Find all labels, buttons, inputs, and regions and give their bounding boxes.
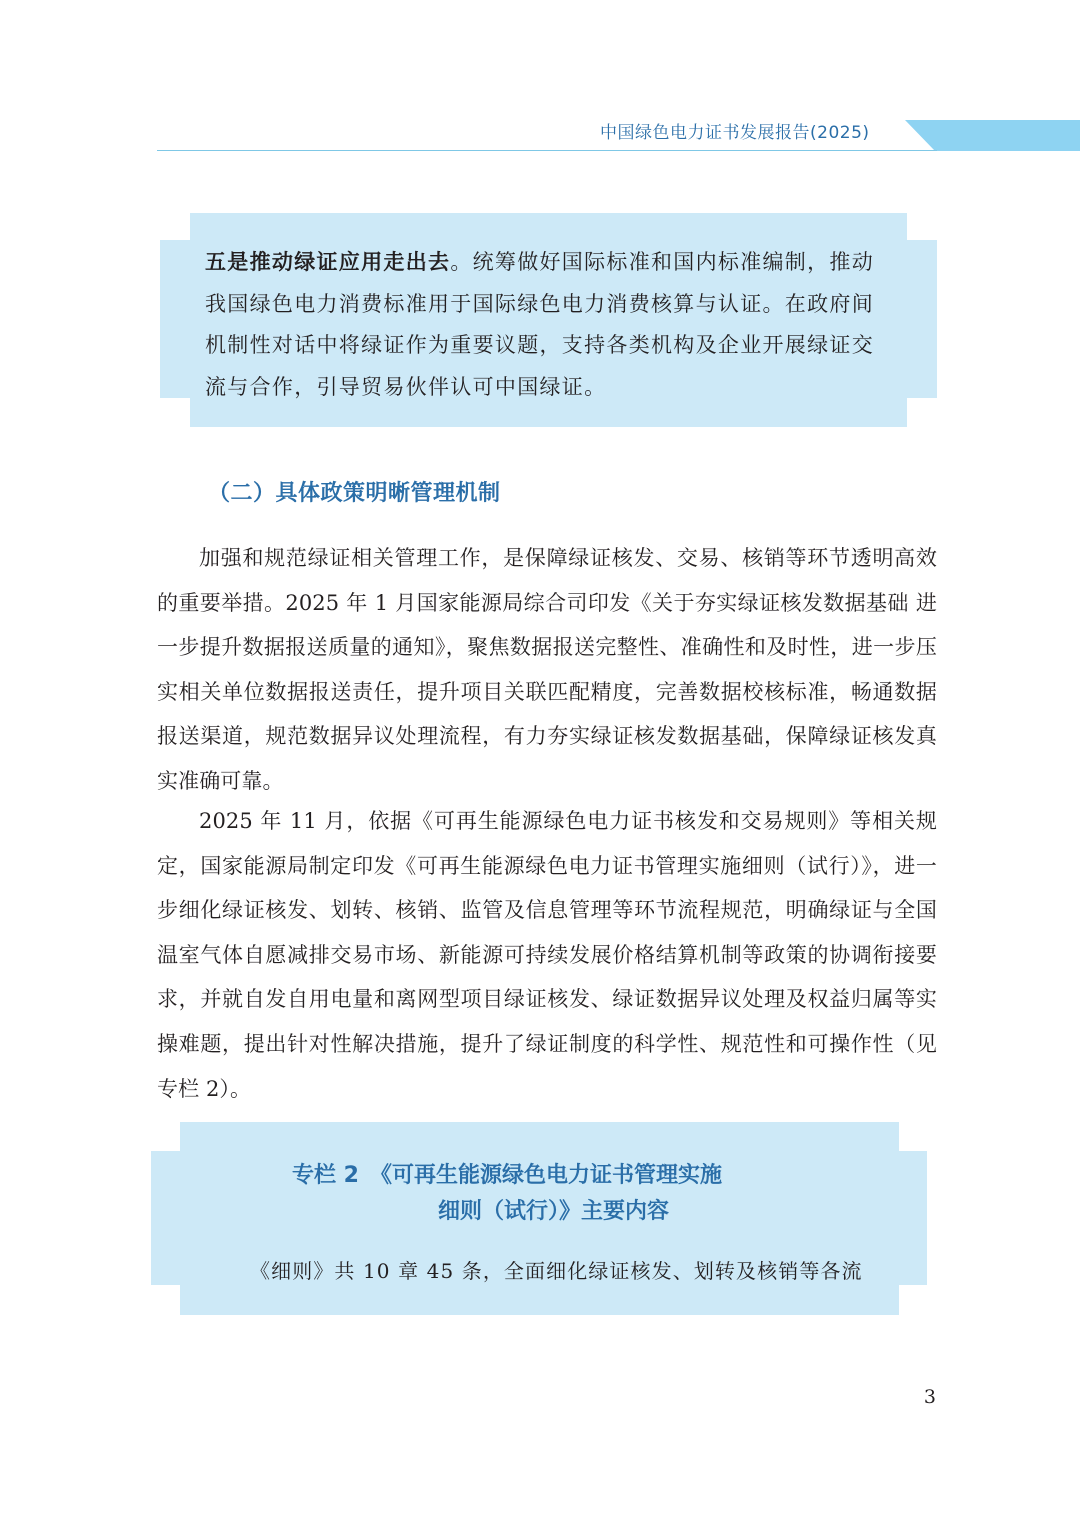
sidebar-title-line-1: 专栏 2 《可再生能源绿色电力证书管理实施 [292,1163,722,1188]
header-divider [157,150,937,151]
body-paragraph: 2025 年 11 月，依据《可再生能源绿色电力证书核发和交易规则》等相关规定，国家能源局制定印发《可再生能源绿色电力证书管理实施细则（试行）》，进一步细化绿证核发、划转、核销、监管及信息管理等环节流程规范，明确绿证与全国温室气体自愿减排交易市场、新能源可持续发展价格结算机制等政策的协调衔接要求，并就自发自用电量和离网型项目绿证核发、绿证数据异议处理及权益归属等实操难题，提出针对性解决措施，提升了绿证制度的科学性、规范性和可操作性（见专栏 2）。 [157,809,937,1101]
callout-lead-phrase: 五是推动绿证应用走出去 [205,249,451,274]
header-accent-tab [905,120,1080,151]
page-number: 3 [923,1386,936,1408]
running-header-title: 中国绿色电力证书发展报告(2025) [600,123,870,143]
sidebar-title-line-2: 细则（试行）》主要内容 [438,1199,670,1224]
sidebar-box-text: 《细则》共 10 章 45 条，全面细化绿证核发、划转及核销等各流 [250,1259,863,1283]
body-paragraph: 加强和规范绿证相关管理工作，是保障绿证核发、交易、核销等环节透明高效的重要举措。2025 年 1 月国家能源局综合司印发《关于夯实绿证核发数据基础 进一步提升数据报送质量的通知》，聚焦数据报送完整性、准确性和及时性，进一步压实相关单位数据报送责任，提升项目关联匹配精度，完善数据校核标准，畅通数据报送渠道，规范数据异议处理流程，有力夯实绿证核发数据基础，保障绿证核发真实准确可靠。 [157,546,937,793]
section-heading: （二）具体政策明晰管理机制 [208,481,501,506]
callout-body: 。统筹做好国际标准和国内标准编制，推动我国绿色电力消费标准用于国际绿色电力消费核算与认证。在政府间机制性对话中将绿证作为重要议题，支持各类机构及企业开展绿证交流与合作，引导贸易伙伴认可中国绿证。 [205,250,875,399]
callout-box-text [205,241,895,408]
